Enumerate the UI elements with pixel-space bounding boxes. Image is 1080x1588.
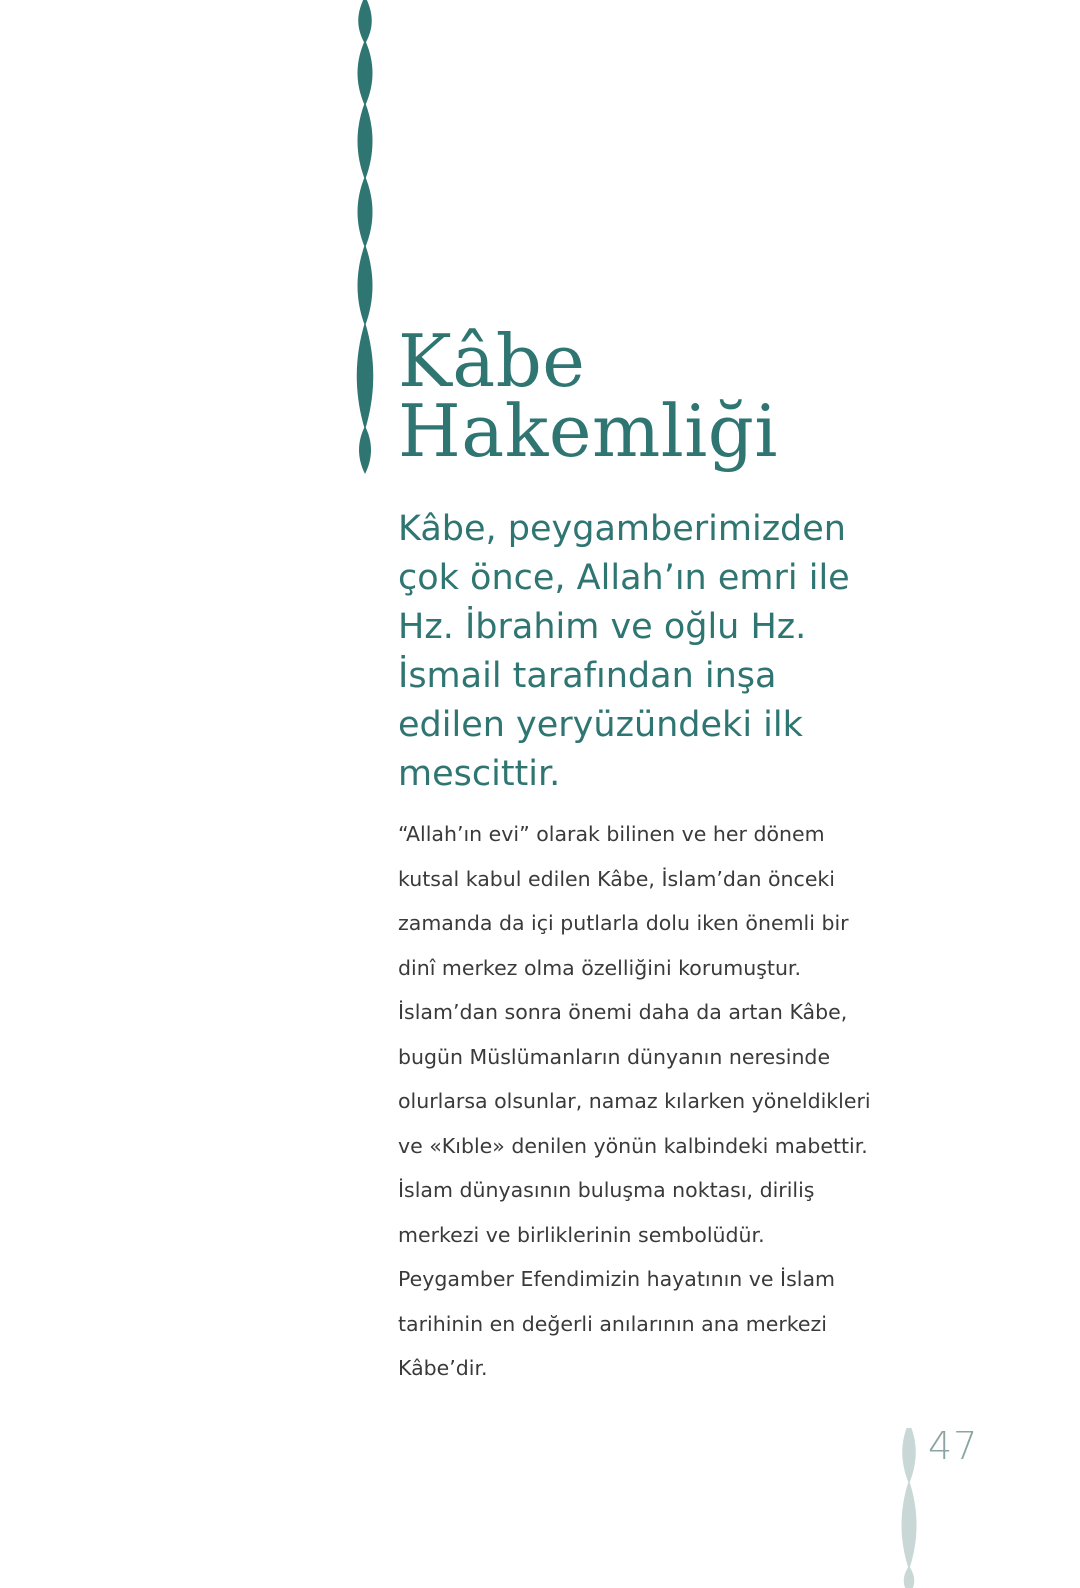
page-number-ornament (896, 1428, 922, 1588)
body-paragraph: “Allah’ın evi” olarak bilinen ve her dönem kutsal kabul edilen Kâbe, İslam’dan önceki zamanda da içi putlarla dolu iken önemli bir dinî merkez olma özelliğini korumuştur. İslam’dan sonra önemi daha da artan Kâbe, bugün Müslümanların dünyanın neresinde olurlarsa olsunlar, namaz kılarken yöneldikleri ve «Kıble» denilen yönün kalbindeki mabettir. İslam dünyasının buluşma noktası, diriliş merkezi ve birliklerinin sembolüdür. Peygamber Efendimizin hayatının ve İslam tarihinin en değerli anılarının ana merkezi Kâbe’dir. (398, 822, 871, 1380)
title-line-2: Hakemliği (398, 389, 778, 473)
lead-paragraph: Kâbe, peygamberimizden çok önce, Allah’ın emri ile Hz. İbrahim ve oğlu Hz. İsmail tarafından inşa edilen yeryüzündeki ilk mescittir. (398, 509, 850, 794)
page-title (398, 319, 918, 473)
page-number: 47 (928, 1424, 979, 1468)
vertical-ornament (352, 0, 378, 480)
title-line-1: Kâbe (398, 319, 586, 403)
